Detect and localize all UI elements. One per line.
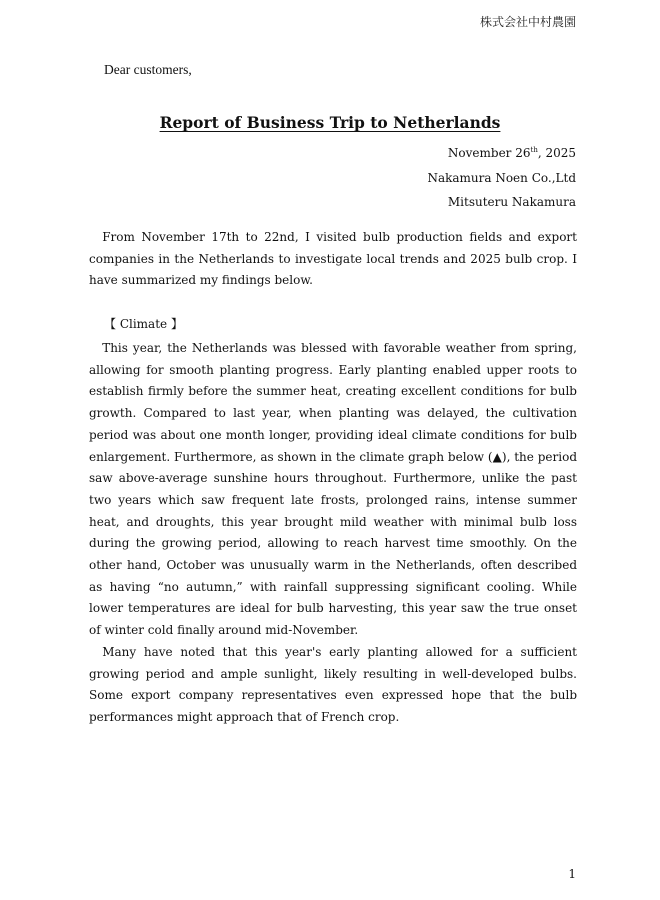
letter-meta (427, 141, 576, 215)
page-number: 1 (568, 867, 576, 881)
company-header: 株式会社中村農園 (479, 15, 576, 29)
climate-section (89, 338, 577, 729)
report-date (427, 141, 576, 166)
intro-section (89, 227, 577, 292)
climate-heading: 【 Climate 】 (104, 317, 183, 331)
date-month-day: November 26 (447, 146, 531, 160)
climate-paragraph-2: Many have noted that this year's early planting allowed for a sufficient growing period and ample sunlight, likely resulting in well-developed bulbs. Some export company representatives even expressed hope that the bulb performances might approach that of French crop. (89, 644, 577, 724)
intro-paragraph: From November 17th to 22nd, I visited bulb production fields and export companies in the Netherlands to investigate local trends and 2025 bulb crop. I have summarized my findings below. (89, 230, 577, 288)
date-ordinal-suffix: th (530, 146, 538, 154)
company-name: Nakamura Noen Co.,Ltd (427, 170, 576, 185)
greeting: Dear customers, (104, 62, 192, 77)
author-name: Mitsuteru Nakamura (447, 195, 576, 209)
date-year: , 2025 (537, 146, 576, 160)
climate-paragraph-1: This year, the Netherlands was blessed with favorable weather from spring, allowing for smooth planting progress. Early planting enabled upper roots to establish firmly before the summer heat, creating excellent conditions for bulb growth. Compared to last year, when planting was delayed, the cultivation period was about one month longer, providing ideal climate conditions for bulb enlargement. Furthermore, as shown in the climate graph below (▲), the period saw above-average sunshine hours throughout. Furthermore, unlike the past two years which saw frequent late frosts, prolonged rains, intense summer heat, and droughts, this year brought mild weather with minimal bulb loss during the growing period, allowing to reach harvest time smoothly. On the other hand, October was unusually warm in the Netherlands, often described as having “no autumn,” with rainfall suppressing significant cooling. While lower temperatures are ideal for bulb harvesting, this year saw the true onset of winter cold finally around mid-November. (89, 341, 577, 638)
report-title: Report of Business Trip to Netherlands (159, 113, 501, 132)
